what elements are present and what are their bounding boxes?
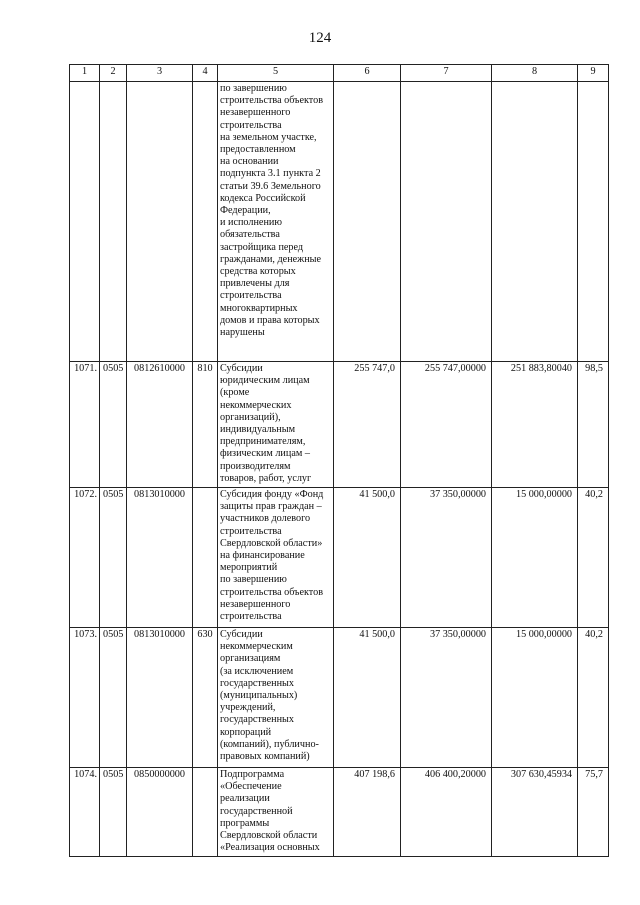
description-line: юридическим лицам <box>220 375 310 387</box>
column-header-6: 6 <box>334 65 401 82</box>
column-header-2: 2 <box>100 65 127 82</box>
page-number: 124 <box>308 30 332 46</box>
description-line: предоставленном <box>220 144 296 156</box>
description-cell <box>218 768 334 857</box>
executed-amount-cell <box>492 82 578 362</box>
column-header-1: 1 <box>70 65 100 82</box>
description-line: мероприятий <box>220 562 278 574</box>
description-line: Субсидии <box>220 363 263 374</box>
column-header-4: 4 <box>193 65 218 82</box>
table-row <box>70 82 609 362</box>
description-line: (муниципальных) <box>220 690 298 702</box>
execution-percent-cell: 40,2 <box>578 628 609 768</box>
refined-amount-cell: 37 350,00000 <box>401 488 492 628</box>
executed-amount-cell: 15 000,00000 <box>492 628 578 768</box>
table-body <box>70 82 609 857</box>
description-line: нарушены <box>220 327 265 339</box>
refined-amount-cell: 37 350,00000 <box>401 628 492 768</box>
description-line: Свердловской области» <box>220 537 323 549</box>
row-number-cell <box>70 82 100 362</box>
description-line: застройщика перед <box>220 241 304 253</box>
description-line: строительства объектов <box>220 586 324 598</box>
row-number-cell: 1071. <box>70 362 100 488</box>
execution-percent-cell: 98,5 <box>578 362 609 488</box>
executed-amount-cell: 15 000,00000 <box>492 488 578 628</box>
description-line: производителям <box>220 460 291 472</box>
description-line: программы <box>220 817 270 829</box>
description-line: строительства <box>220 290 282 302</box>
approved-amount-cell: 255 747,0 <box>334 362 401 488</box>
description-line: защиты прав граждан – <box>220 501 322 513</box>
description-cell <box>218 82 334 362</box>
description-line: государственной <box>220 805 293 817</box>
description-line: привлечены для <box>220 278 290 290</box>
refined-amount-cell <box>401 82 492 362</box>
section-code-cell: 0505 <box>100 628 127 768</box>
section-code-cell: 0505 <box>100 488 127 628</box>
description-line: обязательства <box>220 229 280 241</box>
section-code-cell: 0505 <box>100 362 127 488</box>
description-line: Федерации, <box>220 205 271 217</box>
description-line: «Обеспечение <box>220 781 282 793</box>
table-row <box>70 362 609 488</box>
approved-amount-cell: 407 198,6 <box>334 768 401 857</box>
table-header-row <box>70 65 609 82</box>
column-header-8: 8 <box>492 65 578 82</box>
description-line: незавершенного <box>220 598 291 610</box>
description-line: кодекса Российской <box>220 192 306 204</box>
refined-amount-cell: 255 747,00000 <box>401 362 492 488</box>
description-line: Субсидии <box>220 629 263 641</box>
expense-type-cell: 810 <box>193 362 218 488</box>
execution-percent-cell <box>578 82 609 362</box>
description-line: строительства <box>220 119 282 131</box>
expense-type-cell <box>193 488 218 628</box>
approved-amount-cell: 41 500,0 <box>334 628 401 768</box>
description-line: государственных <box>220 714 294 726</box>
description-line: по завершению <box>220 83 287 94</box>
row-number-cell: 1073. <box>70 628 100 768</box>
execution-percent-cell: 75,7 <box>578 768 609 857</box>
description-line: статьи 39.6 Земельного <box>220 180 321 192</box>
column-header-3: 3 <box>127 65 193 82</box>
expense-type-cell <box>193 768 218 857</box>
target-code-cell: 0813010000 <box>127 488 193 628</box>
description-line: строительства объектов <box>220 95 324 107</box>
target-code-cell: 0813010000 <box>127 628 193 768</box>
description-line: подпункта 3.1 пункта 2 <box>220 168 321 180</box>
description-cell <box>218 628 334 768</box>
description-line: товаров, работ, услуг <box>220 472 312 484</box>
description-line: корпораций <box>220 726 272 738</box>
column-header-9: 9 <box>578 65 609 82</box>
description-line: государственных <box>220 677 294 689</box>
description-line: некоммерческим <box>220 641 293 653</box>
description-line: участников долевого <box>220 513 311 525</box>
description-line: на финансирование <box>220 550 305 562</box>
description-line: Свердловской области <box>220 830 318 842</box>
description-line: «Реализация основных <box>220 842 320 854</box>
description-line: (за исключением <box>220 665 294 677</box>
description-line: незавершенного <box>220 107 291 119</box>
description-line: на основании <box>220 156 279 168</box>
row-number-cell: 1074. <box>70 768 100 857</box>
description-cell <box>218 488 334 628</box>
description-line: строительства <box>220 611 282 623</box>
description-line: правовых компаний) <box>220 751 310 763</box>
refined-amount-cell: 406 400,20000 <box>401 768 492 857</box>
column-header-5: 5 <box>218 65 334 82</box>
description-line: некоммерческих <box>220 399 292 411</box>
description-line: индивидуальным <box>220 424 296 436</box>
budget-table <box>69 64 609 857</box>
row-number-cell: 1072. <box>70 488 100 628</box>
description-line: предпринимателям, <box>220 436 306 448</box>
description-line: Субсидия фонду «Фонд <box>220 489 324 501</box>
description-line: строительства <box>220 525 282 537</box>
description-line: реализации <box>220 793 270 805</box>
executed-amount-cell: 251 883,80040 <box>492 362 578 488</box>
description-line: на земельном участке, <box>220 131 317 143</box>
section-code-cell <box>100 82 127 362</box>
description-line: гражданами, денежные <box>220 253 322 265</box>
section-code-cell: 0505 <box>100 768 127 857</box>
description-line: по завершению <box>220 574 287 586</box>
table-row <box>70 768 609 857</box>
expense-type-cell: 630 <box>193 628 218 768</box>
description-line: (кроме <box>220 387 250 399</box>
approved-amount-cell <box>334 82 401 362</box>
description-line: многоквартирных <box>220 302 298 314</box>
description-line: домов и права которых <box>220 314 320 326</box>
description-line: организаций), <box>220 411 281 423</box>
target-code-cell: 0850000000 <box>127 768 193 857</box>
expense-type-cell <box>193 82 218 362</box>
approved-amount-cell: 41 500,0 <box>334 488 401 628</box>
description-line: и исполнению <box>220 217 282 229</box>
description-line: физическим лицам – <box>220 448 310 460</box>
table-row <box>70 628 609 768</box>
table-row <box>70 488 609 628</box>
description-cell <box>218 362 334 488</box>
column-header-7: 7 <box>401 65 492 82</box>
description-line: организациям <box>220 653 281 665</box>
target-code-cell <box>127 82 193 362</box>
target-code-cell: 0812610000 <box>127 362 193 488</box>
executed-amount-cell: 307 630,45934 <box>492 768 578 857</box>
description-line: (компаний), публично- <box>220 738 319 750</box>
description-line: учреждений, <box>220 702 276 714</box>
execution-percent-cell: 40,2 <box>578 488 609 628</box>
description-line: средства которых <box>220 266 296 278</box>
description-line: Подпрограмма <box>220 769 285 781</box>
